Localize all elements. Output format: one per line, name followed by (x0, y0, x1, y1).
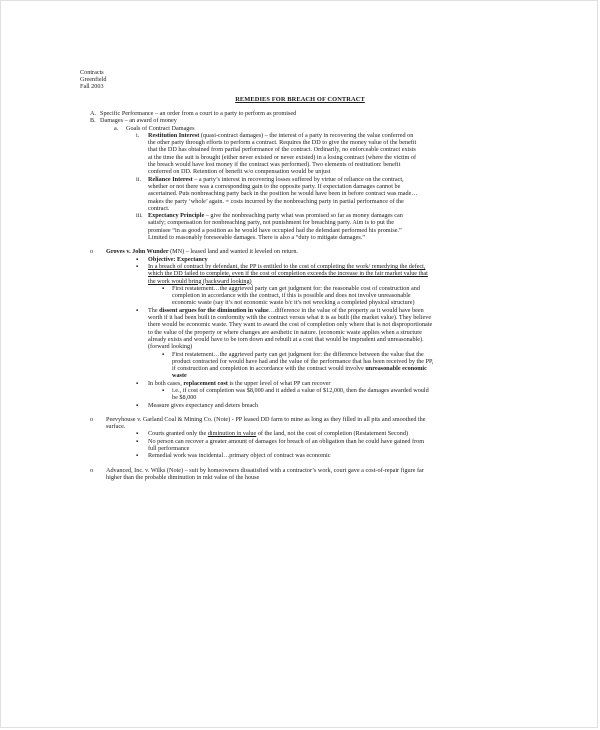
outline-item-restitution (136, 132, 418, 176)
outline-label: B. (90, 117, 96, 125)
outline-body (80, 110, 434, 481)
dissent-argument: dissent argues for the diminution in value (159, 306, 269, 314)
term-reliance-interest: Reliance Interest (148, 175, 193, 183)
point-objective: Objective: Expectancy (148, 255, 208, 263)
bullet-icon: ▪ (136, 262, 139, 270)
restitution-definition: (quasi-contract damages) – the interest of a party in recovering the value conferred on the other party through efforts to perform a contract. Requires the DD to give the money value of the benefit that the DD has obtained from partial performance of the contract. Ordinarily, no enforceable contract exists at the time the suit is brought (either never existed or never existed) in a losing contract (where the victim of the breach would have lost money if the contract was performed). Two elements of restitution: benefit conferred on DD. Retention of benefit w/o compensation would be unjust (148, 131, 417, 176)
bullet-icon: ▪ (136, 255, 139, 263)
outline-item-b (90, 117, 430, 124)
case-bullet: o (90, 248, 94, 256)
outline-item-goals (114, 125, 430, 132)
peevyhouse-point (136, 438, 428, 453)
case-groves (90, 248, 430, 255)
groves-point (136, 256, 430, 263)
document-title: REMEDIES FOR BREACH OF CONTRACT (235, 96, 365, 103)
point-text: Measure gives expectancy and deters breach (148, 401, 259, 409)
outline-text: Damages – an award of money (100, 117, 177, 125)
term-diminution: diminution in value (207, 430, 257, 438)
term-restitution-interest: Restitution Interest (148, 131, 200, 139)
bullet-icon: ▪ (136, 379, 139, 387)
case-summary: Advanced, Inc. v. Wilks (Note) – suit by homeowners dissatisfied with a contractor’s work, court gave a cost-of-repair figure far higher than the probable diminution in mkt value of the house (106, 466, 424, 481)
point-text: No person can recover a greater amount of damages for breach of an obligation than he could have gained from full performance (148, 437, 425, 453)
instructor-name: Greenfield (80, 75, 107, 83)
point-text: Remedial work was incidental…primary object of contract was economic (148, 452, 331, 460)
groves-point: ▪ In both cases, replacement cost is the upper level of what PP can recover (136, 379, 331, 387)
outline-label: i. (136, 131, 140, 139)
case-summary: (MN) – leased land and wanted it leveled on return. (168, 248, 298, 256)
outline-label: A. (90, 110, 97, 117)
groves-subpoint (162, 285, 434, 307)
outline-label: iii. (136, 212, 143, 220)
bullet-icon: ▪ (136, 401, 139, 409)
subpoint-text: First restatement…the aggrieved party can get judgment for: the difference between the value that the product contracted for would have had and the value of the performance that has been received by the PP, if construction and completion in accordance with the contract would involve (172, 350, 434, 373)
peevyhouse-point (136, 452, 428, 459)
bullet-icon: ▪ (136, 306, 139, 314)
bullet-icon: ▪ (136, 430, 139, 438)
case-advanced (90, 467, 426, 482)
outline-label: a. (114, 124, 119, 132)
outline-text: Goals of Contract Damages (126, 124, 195, 132)
case-bullet: o (90, 415, 94, 423)
bullet-icon: ▪ (136, 452, 139, 460)
term-replacement-cost: replacement cost (183, 379, 228, 387)
bullet-icon: ▪ (136, 437, 139, 445)
groves-point (136, 402, 430, 409)
document-header (80, 70, 106, 90)
groves-point: ▪ The dissent argues for the diminution in value…difference in the value of the property as it would have been worth if it had been built in conformity with the contract versus what it is as built (the market value). They believe there would be economic waste. They want to award the cost of completion only where that is not disproportionate to the value of the property or where changes are aesthetic in nature. (economic waste applies when a structure already exists and would have to be torn down and rebuilt at a cost that would be imprudent and unreasonable). (forward looking) (136, 306, 433, 351)
groves-point (136, 263, 428, 285)
case-peevyhouse (90, 416, 426, 431)
outline-item-a (90, 110, 430, 117)
term-expectancy-principle: Expectancy Principle (148, 212, 205, 220)
bullet-icon: ▪ (162, 284, 165, 292)
case-bullet: o (90, 466, 94, 474)
peevyhouse-point: ▪ Courts granted only the diminution in value of the land, not the cost of completion (Restatement Second) (136, 430, 409, 438)
outline-text: Specific Performance – an order from a court to a party to perform as promised (100, 110, 297, 117)
term: Fall 2003 (80, 82, 104, 90)
reliance-definition: – a party’s interest in recovering losses suffered by virtue of reliance on the contract, whether or not there was a corresponding gain to the opposite party. If expectation damages cannot be ascertained. Puts nonbreaching party back in the position he would have been in before contract was made…makes the party ‘whole’ again. = costs incurred by the nonbreaching party in partial performance of the contract. (148, 175, 418, 212)
outline-label: ii. (136, 175, 141, 183)
outline-item-expectancy (136, 212, 418, 241)
course-name: Contracts (80, 69, 104, 76)
groves-subpoint (162, 351, 434, 380)
term-economic-waste: unreasonable economic waste (172, 365, 427, 380)
bullet-icon: ▪ (162, 350, 165, 358)
outline-item-reliance (136, 176, 418, 212)
expectancy-definition: – give the nonbreaching party what was promised so far as money damages can satisfy; compensation for nonbreaching party, not punishment for breaching party. Aim is to put the promisee “in as good a position as he would have occupied had the defendant performed his promise.” Limited to reasonably foreseeable damages. There is also a “duty to mitigate damages.” (148, 212, 403, 242)
case-name-groves: Groves v. John Wunder (106, 248, 169, 256)
dissent-text: …difference in the value of the property as it would have been worth if it had been built in conformity with the contract versus what it is as built (the market value). They believe there would be economic waste. They want to award the cost of completion only where that is not disproportionate to the value of the property or where changes are aesthetic in nature. (economic waste applies when a structure already exists and would have to be torn down and rebuilt at a cost that would be imprudent and unreasonable). (forward looking) (148, 306, 433, 351)
groves-subpoint (162, 387, 434, 402)
subpoint-text: i.e., if cost of completion was $8,000 and it added a value of $12,000, then the damages awarded would be $8,000 (172, 386, 429, 402)
case-summary: Peevyhouse v. Garland Coal & Mining Co. (Note) - PP leased DD farm to mine as long as they filled in all pits and smoothed the surface. (106, 415, 426, 431)
holding-text: In a breach of contract by defendant, the PP is entitled to the cost of completing the work/ remedying the defect, which the DD failed to complete, even if the cost of completion exceeds the increase in the fair market value that the work would bring (backward looking) (148, 262, 428, 285)
bullet-icon: ▪ (162, 386, 165, 394)
subpoint-text: First restatement…the aggrieved party can get judgment for: the reasonable cost of construction and completion in accordance with the contract, if this is possible and does not involve unreasonable economic waste (say it’s not economic waste b/c it’s not wrecking a completed physical structure) (172, 284, 420, 307)
